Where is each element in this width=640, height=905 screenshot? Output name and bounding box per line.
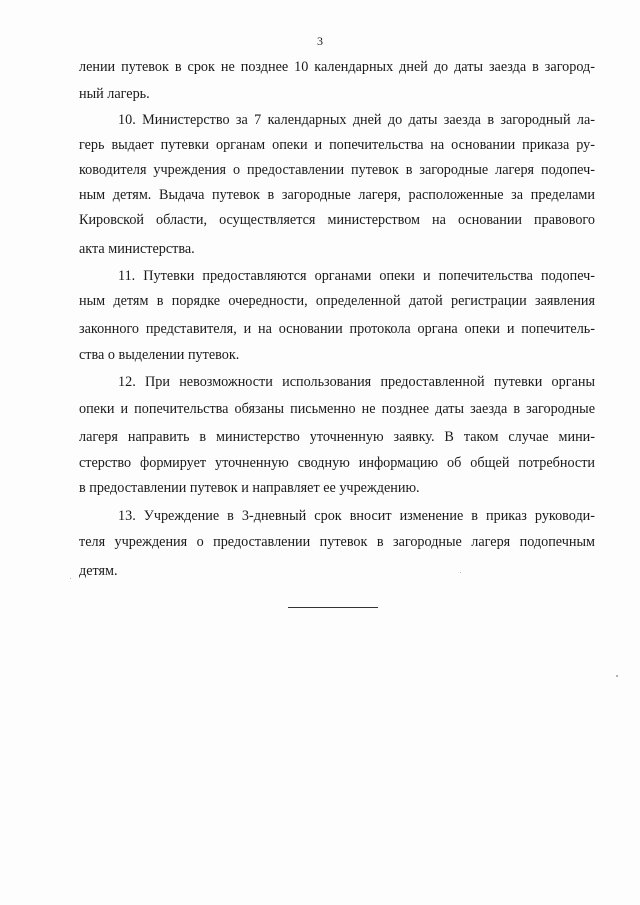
text-line: ным детям. Выдача путевок в загородные лагеря, расположенные за пределами <box>79 187 595 203</box>
page-number: 3 <box>317 34 323 48</box>
text-line: Кировской области, осуществляется министерством на основании правового <box>79 212 595 228</box>
text-line: теля учреждения о предоставлении путевок в загородные лагеря подопечным <box>79 534 595 550</box>
scan-speck <box>70 578 71 579</box>
scan-speck <box>616 675 618 677</box>
text-line: детям. <box>79 563 118 579</box>
end-divider-line <box>288 607 378 608</box>
text-line: ный лагерь. <box>79 86 150 102</box>
paragraph-10-start: 10. Министерство за 7 календарных дней до даты заезда в загородный ла- <box>118 112 595 128</box>
text-line: лагеря направить в министерство уточненную заявку. В таком случае мини- <box>79 429 595 445</box>
text-line: законного представителя, и на основании протокола органа опеки и попечитель- <box>79 321 595 337</box>
text-line: в предоставлении путевок и направляет ее учреждению. <box>79 480 420 496</box>
paragraph-13-start: 13. Учреждение в 3-дневный срок вносит изменение в приказ руководи- <box>118 508 595 524</box>
text-line: герь выдает путевки органам опеки и попечительства на основании приказа ру- <box>79 137 595 153</box>
paragraph-11-start: 11. Путевки предоставляются органами опеки и попечительства подопеч- <box>118 268 595 284</box>
text-line: ным детям в порядке очередности, определенной датой регистрации заявления <box>79 293 595 309</box>
text-line: ства о выделении путевок. <box>79 347 240 363</box>
text-line: лении путевок в срок не позднее 10 календарных дней до даты заезда в загород- <box>79 59 595 75</box>
text-line: опеки и попечительства обязаны письменно не позднее даты заезда в загородные <box>79 401 595 417</box>
text-line: ководителя учреждения о предоставлении путевок в загородные лагеря подопеч- <box>79 162 595 178</box>
text-line: акта министерства. <box>79 241 195 257</box>
text-line: стерство формирует уточненную сводную информацию об общей потребности <box>79 455 595 471</box>
scan-speck <box>460 572 461 573</box>
paragraph-12-start: 12. При невозможности использования предоставленной путевки органы <box>118 374 595 390</box>
